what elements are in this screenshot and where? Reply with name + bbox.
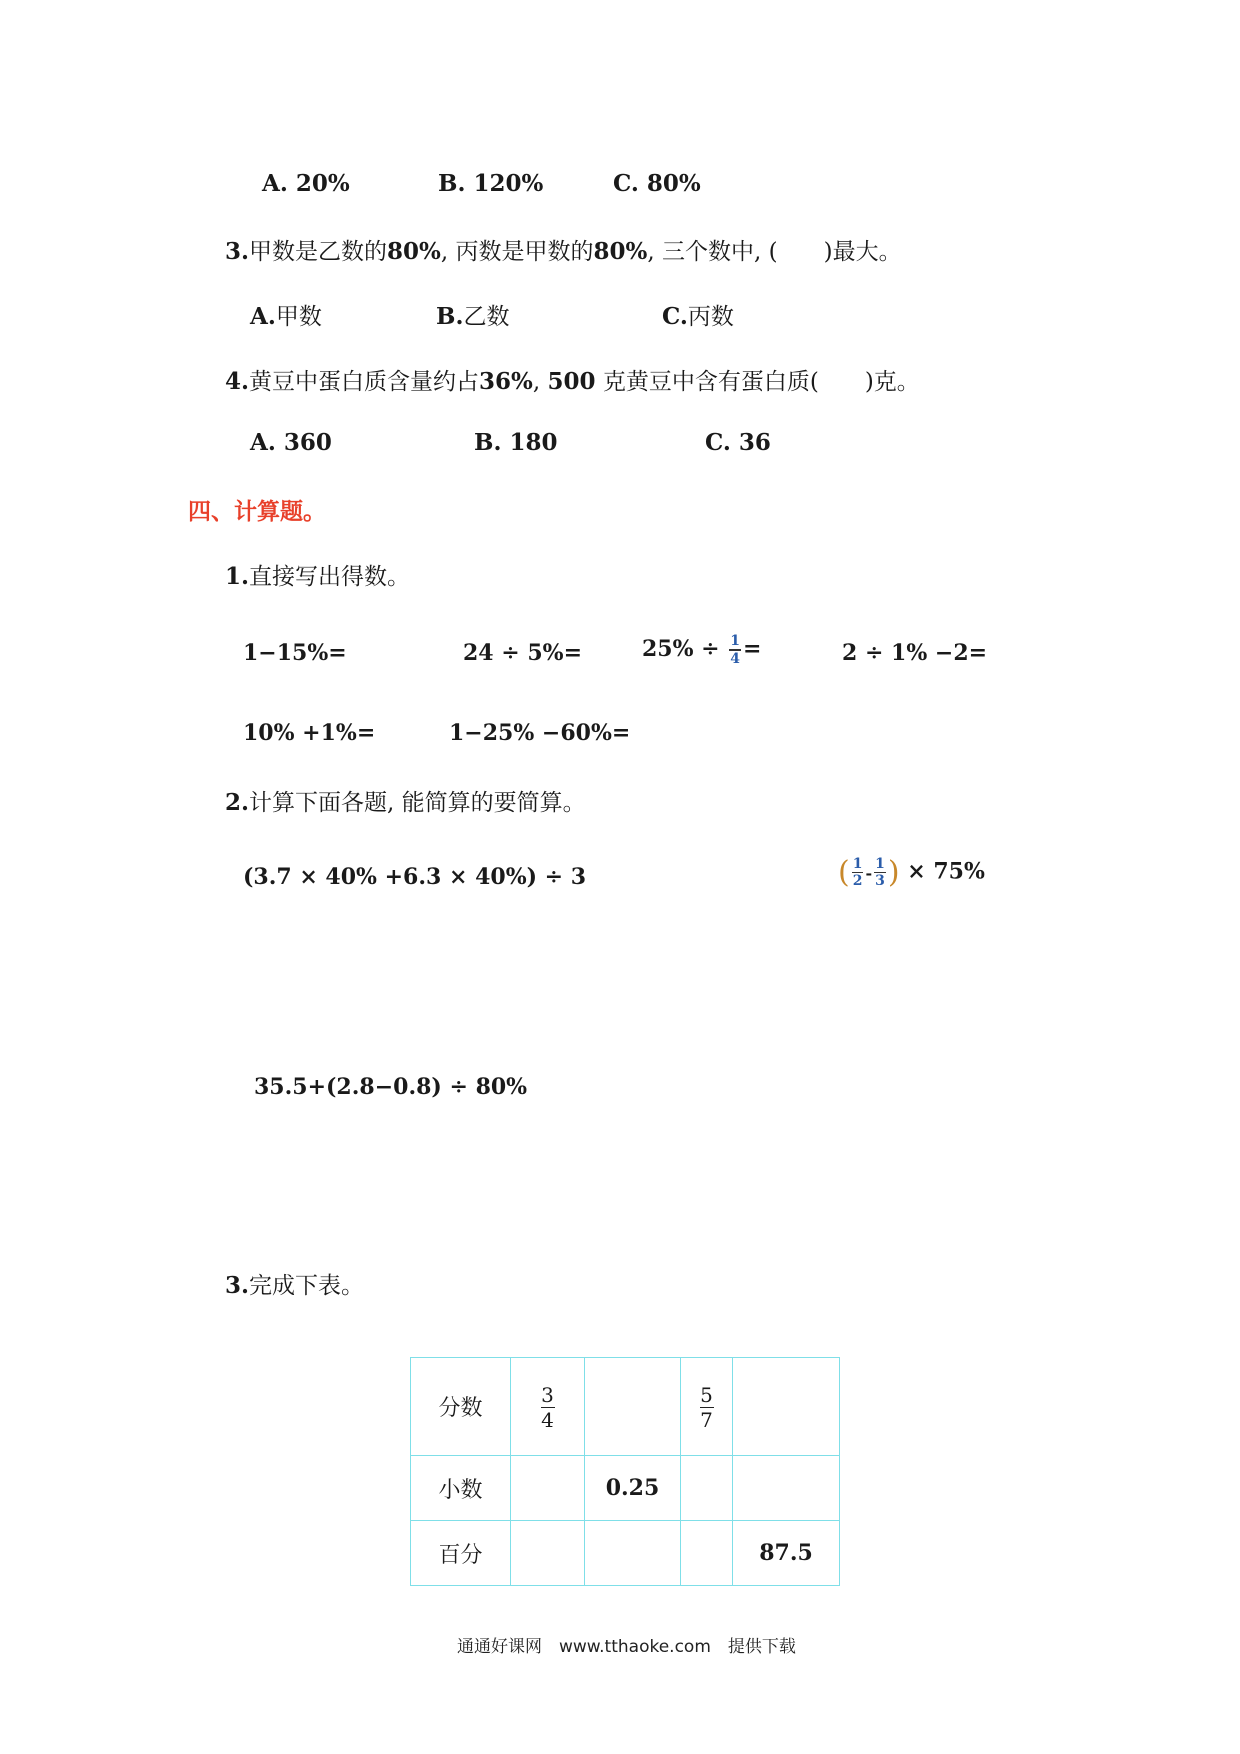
option-text: 丙数: [687, 304, 734, 330]
table-row: [411, 1358, 840, 1456]
option-b: [436, 298, 509, 331]
fraction: [874, 857, 886, 889]
separator: ,: [532, 369, 548, 395]
percent-value: 36%: [479, 368, 533, 395]
option-b: B. 180: [474, 429, 558, 456]
percent-value: 80%: [593, 238, 648, 265]
calc-2-heading: [225, 784, 586, 817]
number-value: 500: [547, 368, 596, 395]
expression: 35.5+(2.8−0.8) ÷ 80%: [254, 1074, 528, 1100]
option-letter: C.: [662, 303, 688, 330]
fraction: [729, 634, 741, 666]
expression-text: 25% ÷: [642, 635, 728, 662]
left-paren: (: [838, 855, 850, 890]
row-label: 小数: [411, 1456, 511, 1521]
question-number: 3.: [225, 238, 250, 265]
numerator: 1: [875, 855, 885, 872]
expression: [838, 855, 985, 890]
table-cell[interactable]: [511, 1456, 585, 1521]
question-number: 1.: [225, 563, 250, 590]
expression: 1−25% −60%=: [449, 720, 631, 746]
question-3: [225, 233, 902, 266]
percent-value: 80%: [387, 238, 441, 265]
question-text: 直接写出得数。: [249, 564, 411, 590]
section-title: 四、计算题。: [188, 498, 326, 525]
option-c: C. 80%: [613, 170, 701, 197]
option-a: [250, 298, 322, 331]
table-cell[interactable]: [585, 1358, 681, 1456]
option-c: C. 36: [705, 429, 771, 456]
option-letter: B.: [436, 303, 464, 330]
question-text: 克黄豆中含有蛋白质( )克。: [595, 369, 920, 395]
table-cell[interactable]: [511, 1358, 585, 1456]
denominator: 4: [541, 1408, 554, 1433]
table-row: [411, 1521, 840, 1586]
expression: (3.7 × 40% +6.3 × 40%) ÷ 3: [243, 864, 587, 890]
question-text: 完成下表。: [249, 1273, 365, 1299]
expression-text: × 75%: [899, 858, 985, 885]
table-cell: 0.25: [585, 1456, 681, 1521]
table-cell[interactable]: [585, 1521, 681, 1586]
table-cell[interactable]: [511, 1521, 585, 1586]
question-text: 黄豆中蛋白质含量约占: [249, 369, 480, 395]
expression: 10% +1%=: [243, 720, 376, 746]
table-cell[interactable]: [681, 1521, 733, 1586]
expression: 2 ÷ 1% −2=: [842, 640, 988, 666]
option-a: A. 360: [250, 429, 332, 456]
question-number: 4.: [225, 368, 250, 395]
numerator: 5: [700, 1382, 713, 1407]
expression: [642, 634, 761, 666]
option-b: B. 120%: [438, 170, 544, 197]
option-text: 甲数: [275, 304, 322, 330]
numerator: 3: [541, 1382, 554, 1407]
question-number: 3.: [225, 1272, 250, 1299]
denominator: 4: [730, 650, 741, 667]
expression: 24 ÷ 5%=: [463, 640, 583, 666]
table-cell[interactable]: [681, 1456, 733, 1521]
expression: 1−15%=: [243, 640, 347, 666]
option-letter: A.: [250, 303, 276, 330]
row-label: 分数: [411, 1358, 511, 1456]
denominator: 3: [875, 873, 885, 890]
question-text: 计算下面各题, 能简算的要简算。: [249, 790, 586, 816]
minus-sign: -: [865, 863, 873, 883]
table-row: [411, 1456, 840, 1521]
conversion-table: [410, 1357, 840, 1586]
fraction: [700, 1382, 714, 1433]
table-cell[interactable]: [733, 1456, 840, 1521]
fraction: [852, 857, 864, 889]
calc-3-heading: [225, 1267, 364, 1300]
right-paren: ): [887, 855, 900, 890]
table-cell: 87.5: [733, 1521, 840, 1586]
denominator: 2: [852, 873, 863, 890]
numerator: 1: [730, 633, 741, 649]
calc-1-heading: [225, 558, 410, 591]
table-cell[interactable]: [733, 1358, 840, 1456]
fraction: [541, 1382, 555, 1433]
numerator: 1: [852, 855, 863, 872]
option-a: A. 20%: [262, 170, 350, 197]
option-c: [662, 298, 734, 331]
denominator: 7: [700, 1408, 713, 1433]
footer-text: 通通好课网 www.tthaoke.com 提供下载: [457, 1637, 796, 1657]
question-text: 甲数是乙数的: [249, 239, 388, 265]
table-cell[interactable]: [681, 1358, 733, 1456]
row-label: 百分: [411, 1521, 511, 1586]
question-4: [225, 363, 920, 396]
question-text: , 三个数中, ( )最大。: [647, 239, 902, 265]
question-text: , 丙数是甲数的: [440, 239, 594, 265]
option-text: 乙数: [463, 304, 510, 330]
question-number: 2.: [225, 789, 250, 816]
expression-text: =: [743, 635, 762, 662]
